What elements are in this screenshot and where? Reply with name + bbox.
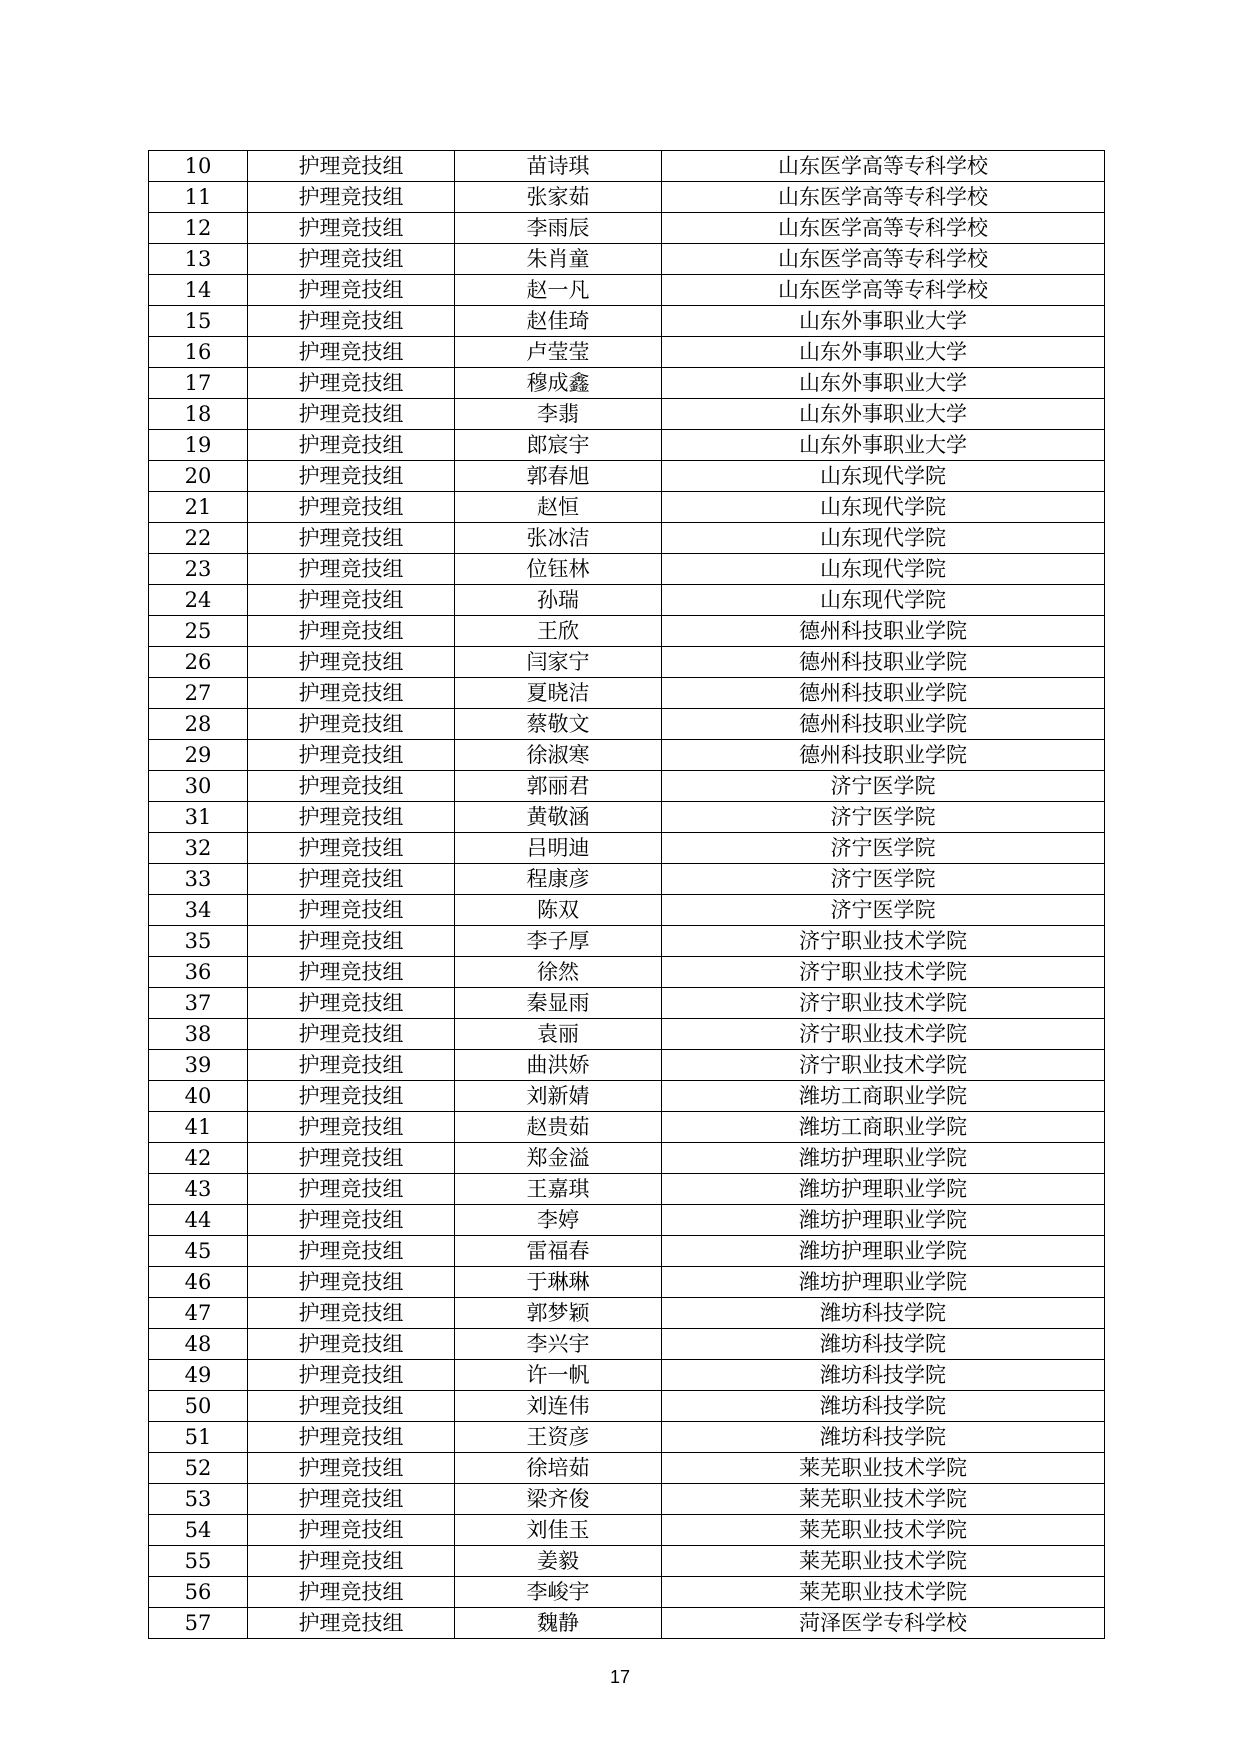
school-cell: 山东医学高等专科学校 <box>662 151 1105 182</box>
row-number-cell: 42 <box>149 1143 248 1174</box>
row-number-cell: 31 <box>149 802 248 833</box>
row-number-cell: 43 <box>149 1174 248 1205</box>
table-row <box>149 1608 1105 1639</box>
row-number-cell: 25 <box>149 616 248 647</box>
name-cell: 黄敬涵 <box>455 802 662 833</box>
group-cell: 护理竞技组 <box>248 1422 455 1453</box>
school-cell: 德州科技职业学院 <box>662 740 1105 771</box>
group-cell: 护理竞技组 <box>248 740 455 771</box>
table-row <box>149 213 1105 244</box>
table-row <box>149 430 1105 461</box>
group-cell: 护理竞技组 <box>248 151 455 182</box>
name-cell: 秦显雨 <box>455 988 662 1019</box>
name-cell: 徐淑寒 <box>455 740 662 771</box>
row-number-cell: 17 <box>149 368 248 399</box>
row-number-cell: 15 <box>149 306 248 337</box>
table-row <box>149 585 1105 616</box>
row-number-cell: 39 <box>149 1050 248 1081</box>
row-number-cell: 52 <box>149 1453 248 1484</box>
table-row <box>149 895 1105 926</box>
school-cell: 山东外事职业大学 <box>662 306 1105 337</box>
school-cell: 济宁职业技术学院 <box>662 957 1105 988</box>
name-cell: 郭丽君 <box>455 771 662 802</box>
table-row <box>149 1236 1105 1267</box>
group-cell: 护理竞技组 <box>248 1143 455 1174</box>
group-cell: 护理竞技组 <box>248 771 455 802</box>
school-cell: 济宁医学院 <box>662 833 1105 864</box>
school-cell: 济宁医学院 <box>662 771 1105 802</box>
school-cell: 山东现代学院 <box>662 523 1105 554</box>
school-cell: 济宁医学院 <box>662 864 1105 895</box>
table-row <box>149 1267 1105 1298</box>
group-cell: 护理竞技组 <box>248 1112 455 1143</box>
table-row <box>149 926 1105 957</box>
name-cell: 蔡敬文 <box>455 709 662 740</box>
group-cell: 护理竞技组 <box>248 523 455 554</box>
group-cell: 护理竞技组 <box>248 895 455 926</box>
name-cell: 李子厚 <box>455 926 662 957</box>
table-row <box>149 771 1105 802</box>
row-number-cell: 23 <box>149 554 248 585</box>
name-cell: 孙瑞 <box>455 585 662 616</box>
group-cell: 护理竞技组 <box>248 1577 455 1608</box>
group-cell: 护理竞技组 <box>248 182 455 213</box>
table-row <box>149 678 1105 709</box>
name-cell: 郎宸宇 <box>455 430 662 461</box>
group-cell: 护理竞技组 <box>248 399 455 430</box>
table-row <box>149 1205 1105 1236</box>
table-row <box>149 802 1105 833</box>
group-cell: 护理竞技组 <box>248 709 455 740</box>
group-cell: 护理竞技组 <box>248 1391 455 1422</box>
school-cell: 德州科技职业学院 <box>662 616 1105 647</box>
school-cell: 莱芜职业技术学院 <box>662 1577 1105 1608</box>
school-cell: 山东现代学院 <box>662 585 1105 616</box>
school-cell: 莱芜职业技术学院 <box>662 1453 1105 1484</box>
table-row <box>149 275 1105 306</box>
school-cell: 德州科技职业学院 <box>662 678 1105 709</box>
group-cell: 护理竞技组 <box>248 1019 455 1050</box>
table-row <box>149 492 1105 523</box>
group-cell: 护理竞技组 <box>248 1174 455 1205</box>
row-number-cell: 36 <box>149 957 248 988</box>
table-row <box>149 1081 1105 1112</box>
school-cell: 莱芜职业技术学院 <box>662 1484 1105 1515</box>
group-cell: 护理竞技组 <box>248 802 455 833</box>
group-cell: 护理竞技组 <box>248 1081 455 1112</box>
row-number-cell: 35 <box>149 926 248 957</box>
group-cell: 护理竞技组 <box>248 244 455 275</box>
school-cell: 山东外事职业大学 <box>662 430 1105 461</box>
group-cell: 护理竞技组 <box>248 554 455 585</box>
row-number-cell: 47 <box>149 1298 248 1329</box>
name-cell: 刘连伟 <box>455 1391 662 1422</box>
table-row <box>149 647 1105 678</box>
table-row <box>149 1050 1105 1081</box>
school-cell: 潍坊科技学院 <box>662 1391 1105 1422</box>
name-cell: 张冰洁 <box>455 523 662 554</box>
table-row <box>149 1546 1105 1577</box>
school-cell: 山东外事职业大学 <box>662 337 1105 368</box>
name-cell: 赵贵茹 <box>455 1112 662 1143</box>
name-cell: 袁丽 <box>455 1019 662 1050</box>
school-cell: 菏泽医学专科学校 <box>662 1608 1105 1639</box>
name-cell: 赵一凡 <box>455 275 662 306</box>
group-cell: 护理竞技组 <box>248 1515 455 1546</box>
name-cell: 李雨辰 <box>455 213 662 244</box>
school-cell: 济宁职业技术学院 <box>662 926 1105 957</box>
row-number-cell: 20 <box>149 461 248 492</box>
row-number-cell: 50 <box>149 1391 248 1422</box>
school-cell: 潍坊科技学院 <box>662 1422 1105 1453</box>
group-cell: 护理竞技组 <box>248 1453 455 1484</box>
school-cell: 莱芜职业技术学院 <box>662 1515 1105 1546</box>
table-row <box>149 523 1105 554</box>
group-cell: 护理竞技组 <box>248 988 455 1019</box>
row-number-cell: 21 <box>149 492 248 523</box>
row-number-cell: 46 <box>149 1267 248 1298</box>
school-cell: 济宁职业技术学院 <box>662 1019 1105 1050</box>
name-cell: 王欣 <box>455 616 662 647</box>
school-cell: 潍坊护理职业学院 <box>662 1236 1105 1267</box>
group-cell: 护理竞技组 <box>248 430 455 461</box>
school-cell: 济宁医学院 <box>662 802 1105 833</box>
name-cell: 郑金溢 <box>455 1143 662 1174</box>
table-row <box>149 306 1105 337</box>
school-cell: 山东外事职业大学 <box>662 368 1105 399</box>
name-cell: 王嘉琪 <box>455 1174 662 1205</box>
school-cell: 潍坊护理职业学院 <box>662 1205 1105 1236</box>
table-row <box>149 337 1105 368</box>
school-cell: 莱芜职业技术学院 <box>662 1546 1105 1577</box>
table-row <box>149 1453 1105 1484</box>
name-cell: 许一帆 <box>455 1360 662 1391</box>
row-number-cell: 26 <box>149 647 248 678</box>
table-row <box>149 1515 1105 1546</box>
group-cell: 护理竞技组 <box>248 585 455 616</box>
school-cell: 山东医学高等专科学校 <box>662 244 1105 275</box>
school-cell: 济宁职业技术学院 <box>662 1050 1105 1081</box>
group-cell: 护理竞技组 <box>248 1546 455 1577</box>
school-cell: 潍坊护理职业学院 <box>662 1267 1105 1298</box>
row-number-cell: 32 <box>149 833 248 864</box>
row-number-cell: 27 <box>149 678 248 709</box>
table-row <box>149 1360 1105 1391</box>
group-cell: 护理竞技组 <box>248 1236 455 1267</box>
row-number-cell: 30 <box>149 771 248 802</box>
table-row <box>149 1174 1105 1205</box>
school-cell: 济宁医学院 <box>662 895 1105 926</box>
group-cell: 护理竞技组 <box>248 275 455 306</box>
row-number-cell: 54 <box>149 1515 248 1546</box>
row-number-cell: 19 <box>149 430 248 461</box>
group-cell: 护理竞技组 <box>248 616 455 647</box>
row-number-cell: 41 <box>149 1112 248 1143</box>
group-cell: 护理竞技组 <box>248 492 455 523</box>
row-number-cell: 10 <box>149 151 248 182</box>
row-number-cell: 13 <box>149 244 248 275</box>
school-cell: 山东外事职业大学 <box>662 399 1105 430</box>
group-cell: 护理竞技组 <box>248 833 455 864</box>
table-row <box>149 709 1105 740</box>
table-row <box>149 1391 1105 1422</box>
name-cell: 张家茹 <box>455 182 662 213</box>
row-number-cell: 33 <box>149 864 248 895</box>
table-row <box>149 616 1105 647</box>
group-cell: 护理竞技组 <box>248 1205 455 1236</box>
school-cell: 潍坊科技学院 <box>662 1329 1105 1360</box>
name-cell: 陈双 <box>455 895 662 926</box>
name-cell: 卢莹莹 <box>455 337 662 368</box>
row-number-cell: 18 <box>149 399 248 430</box>
table-row <box>149 399 1105 430</box>
row-number-cell: 22 <box>149 523 248 554</box>
row-number-cell: 57 <box>149 1608 248 1639</box>
roster-table-body <box>149 151 1105 1639</box>
name-cell: 雷福春 <box>455 1236 662 1267</box>
table-row <box>149 182 1105 213</box>
name-cell: 赵佳琦 <box>455 306 662 337</box>
table-row <box>149 244 1105 275</box>
table-row <box>149 957 1105 988</box>
school-cell: 山东现代学院 <box>662 492 1105 523</box>
row-number-cell: 48 <box>149 1329 248 1360</box>
school-cell: 潍坊护理职业学院 <box>662 1143 1105 1174</box>
name-cell: 徐培茹 <box>455 1453 662 1484</box>
group-cell: 护理竞技组 <box>248 213 455 244</box>
row-number-cell: 12 <box>149 213 248 244</box>
group-cell: 护理竞技组 <box>248 647 455 678</box>
school-cell: 山东现代学院 <box>662 461 1105 492</box>
school-cell: 济宁职业技术学院 <box>662 988 1105 1019</box>
school-cell: 山东现代学院 <box>662 554 1105 585</box>
name-cell: 赵恒 <box>455 492 662 523</box>
table-row <box>149 151 1105 182</box>
name-cell: 刘新婧 <box>455 1081 662 1112</box>
table-row <box>149 1329 1105 1360</box>
school-cell: 潍坊工商职业学院 <box>662 1112 1105 1143</box>
table-row <box>149 833 1105 864</box>
row-number-cell: 29 <box>149 740 248 771</box>
name-cell: 闫家宁 <box>455 647 662 678</box>
name-cell: 刘佳玉 <box>455 1515 662 1546</box>
name-cell: 曲洪娇 <box>455 1050 662 1081</box>
table-row <box>149 1112 1105 1143</box>
group-cell: 护理竞技组 <box>248 926 455 957</box>
school-cell: 山东医学高等专科学校 <box>662 213 1105 244</box>
row-number-cell: 34 <box>149 895 248 926</box>
name-cell: 夏晓洁 <box>455 678 662 709</box>
table-row <box>149 1298 1105 1329</box>
name-cell: 李婷 <box>455 1205 662 1236</box>
name-cell: 郭梦颖 <box>455 1298 662 1329</box>
row-number-cell: 38 <box>149 1019 248 1050</box>
name-cell: 徐然 <box>455 957 662 988</box>
name-cell: 姜毅 <box>455 1546 662 1577</box>
table-row <box>149 1484 1105 1515</box>
row-number-cell: 24 <box>149 585 248 616</box>
name-cell: 李翡 <box>455 399 662 430</box>
row-number-cell: 56 <box>149 1577 248 1608</box>
table-row <box>149 1422 1105 1453</box>
row-number-cell: 45 <box>149 1236 248 1267</box>
name-cell: 郭春旭 <box>455 461 662 492</box>
row-number-cell: 49 <box>149 1360 248 1391</box>
school-cell: 德州科技职业学院 <box>662 647 1105 678</box>
roster-table <box>148 150 1105 1639</box>
row-number-cell: 51 <box>149 1422 248 1453</box>
name-cell: 程康彦 <box>455 864 662 895</box>
table-row <box>149 554 1105 585</box>
school-cell: 山东医学高等专科学校 <box>662 182 1105 213</box>
table-row <box>149 740 1105 771</box>
name-cell: 王资彦 <box>455 1422 662 1453</box>
row-number-cell: 11 <box>149 182 248 213</box>
group-cell: 护理竞技组 <box>248 337 455 368</box>
table-row <box>149 1019 1105 1050</box>
name-cell: 吕明迪 <box>455 833 662 864</box>
school-cell: 德州科技职业学院 <box>662 709 1105 740</box>
row-number-cell: 55 <box>149 1546 248 1577</box>
table-row <box>149 368 1105 399</box>
name-cell: 位钰林 <box>455 554 662 585</box>
group-cell: 护理竞技组 <box>248 1298 455 1329</box>
group-cell: 护理竞技组 <box>248 461 455 492</box>
school-cell: 潍坊护理职业学院 <box>662 1174 1105 1205</box>
name-cell: 魏静 <box>455 1608 662 1639</box>
table-row <box>149 864 1105 895</box>
school-cell: 潍坊科技学院 <box>662 1360 1105 1391</box>
row-number-cell: 44 <box>149 1205 248 1236</box>
group-cell: 护理竞技组 <box>248 306 455 337</box>
row-number-cell: 28 <box>149 709 248 740</box>
group-cell: 护理竞技组 <box>248 864 455 895</box>
name-cell: 苗诗琪 <box>455 151 662 182</box>
name-cell: 梁齐俊 <box>455 1484 662 1515</box>
name-cell: 穆成鑫 <box>455 368 662 399</box>
school-cell: 潍坊科技学院 <box>662 1298 1105 1329</box>
table-row <box>149 1143 1105 1174</box>
school-cell: 山东医学高等专科学校 <box>662 275 1105 306</box>
group-cell: 护理竞技组 <box>248 1608 455 1639</box>
row-number-cell: 14 <box>149 275 248 306</box>
row-number-cell: 40 <box>149 1081 248 1112</box>
name-cell: 朱肖童 <box>455 244 662 275</box>
name-cell: 于琳琳 <box>455 1267 662 1298</box>
name-cell: 李兴宇 <box>455 1329 662 1360</box>
table-row <box>149 461 1105 492</box>
group-cell: 护理竞技组 <box>248 678 455 709</box>
table-row <box>149 988 1105 1019</box>
school-cell: 潍坊工商职业学院 <box>662 1081 1105 1112</box>
row-number-cell: 16 <box>149 337 248 368</box>
group-cell: 护理竞技组 <box>248 368 455 399</box>
group-cell: 护理竞技组 <box>248 1484 455 1515</box>
group-cell: 护理竞技组 <box>248 1050 455 1081</box>
row-number-cell: 53 <box>149 1484 248 1515</box>
group-cell: 护理竞技组 <box>248 1267 455 1298</box>
name-cell: 李峻宇 <box>455 1577 662 1608</box>
group-cell: 护理竞技组 <box>248 1360 455 1391</box>
group-cell: 护理竞技组 <box>248 1329 455 1360</box>
group-cell: 护理竞技组 <box>248 957 455 988</box>
page-number: 17 <box>609 1667 631 1687</box>
row-number-cell: 37 <box>149 988 248 1019</box>
table-row <box>149 1577 1105 1608</box>
